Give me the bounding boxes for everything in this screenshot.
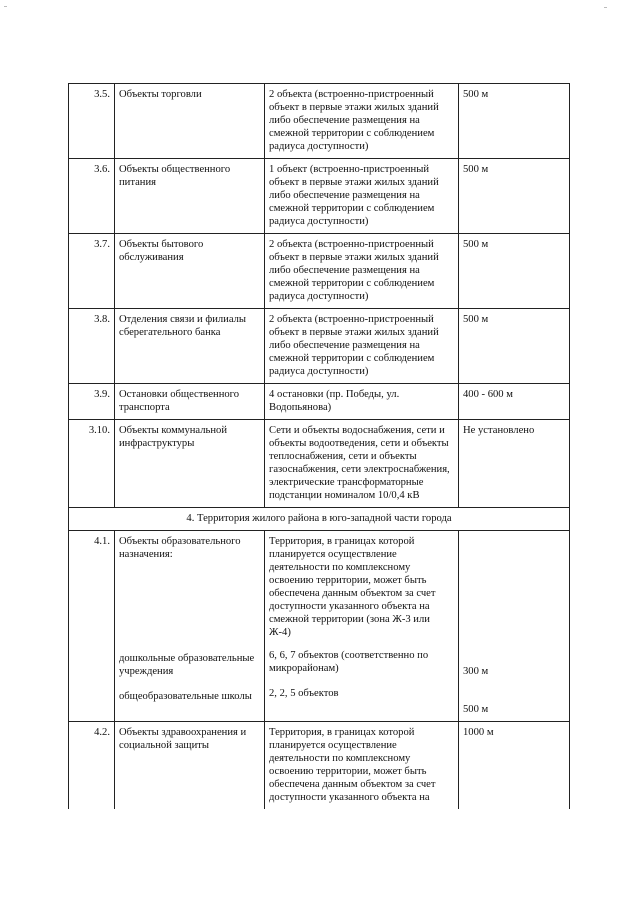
object-name: Объекты торговли	[115, 84, 265, 159]
object-details: 2 объекта (встроенно-пристроенный объект в первые этажи жилых зданий либо обеспечение размещения на смежной территории с соблюдением радиуса доступности)	[265, 234, 459, 309]
object-details: 4 остановки (пр. Победы, ул. Водопьянова)	[265, 384, 459, 420]
object-name: Отделения связи и филиалы сберегательного банка	[115, 309, 265, 384]
object-details: Сети и объекты водоснабжения, сети и объекты водоотведения, сети и объекты теплоснабжения, сети и объекты газоснабжения, сети электроснабжения, электрические трансформаторные подстанции номиналом 10/0,4 кВ	[265, 420, 459, 508]
sub-object-details: 6, 6, 7 объектов (соответственно по микрорайонам)	[269, 650, 429, 674]
spacer	[463, 678, 565, 703]
accessibility-radius: Не установлено	[459, 420, 570, 508]
object-name: Остановки общественного транспорта	[115, 384, 265, 420]
object-name-cell	[115, 531, 265, 722]
object-details-cell	[265, 531, 459, 722]
accessibility-radius: 500 м	[459, 234, 570, 309]
table-row	[69, 722, 570, 810]
section-header-row	[69, 508, 570, 531]
accessibility-radius: 400 - 600 м	[459, 384, 570, 420]
table-row	[69, 384, 570, 420]
row-number: 3.5.	[69, 84, 115, 159]
object-name: Объекты бытового обслуживания	[115, 234, 265, 309]
object-name: Объекты коммунальной инфраструктуры	[115, 420, 265, 508]
table-row	[69, 234, 570, 309]
section-title: 4. Территория жилого района в юго-западной части города	[69, 508, 570, 531]
row-number: 3.8.	[69, 309, 115, 384]
sub-accessibility-radius: 500 м	[463, 704, 489, 715]
spacer	[119, 561, 260, 652]
accessibility-radius: 1000 м	[459, 722, 570, 810]
row-number: 3.6.	[69, 159, 115, 234]
object-details: 1 объект (встроенно-пристроенный объект в первые этажи жилых зданий либо обеспечение размещения на смежной территории с соблюдением радиуса доступности)	[265, 159, 459, 234]
sub-accessibility-radius: 300 м	[463, 666, 489, 677]
facilities-table	[68, 83, 570, 809]
table-row	[69, 159, 570, 234]
table-row	[69, 84, 570, 159]
sub-object-name: общеобразовательные школы	[119, 691, 252, 702]
accessibility-radius-cell	[459, 531, 570, 722]
accessibility-radius: 500 м	[459, 309, 570, 384]
row-number: 3.7.	[69, 234, 115, 309]
row-number: 3.9.	[69, 384, 115, 420]
scan-speck	[4, 6, 7, 7]
spacer	[463, 535, 565, 665]
row-number: 4.1.	[69, 531, 115, 722]
object-details: Территория, в границах которой планируется осуществление деятельности по комплексному освоению территории, может быть обеспечена данным объектом за счет доступности указанного объекта на смежной территории (зона Ж-3 или Ж-4)	[269, 536, 436, 638]
row-number: 4.2.	[69, 722, 115, 810]
object-name: Объекты образовательного назначения:	[119, 536, 241, 560]
table-row	[69, 309, 570, 384]
table-row	[69, 531, 570, 722]
accessibility-radius: 500 м	[459, 159, 570, 234]
object-details: 2 объекта (встроенно-пристроенный объект в первые этажи жилых зданий либо обеспечение размещения на смежной территории с соблюдением радиуса доступности)	[265, 84, 459, 159]
row-number: 3.10.	[69, 420, 115, 508]
object-details: Территория, в границах которой планируется осуществление деятельности по комплексному освоению территории, может быть обеспечена данным объектом за счет доступности указанного объекта на	[265, 722, 459, 810]
accessibility-radius: 500 м	[459, 84, 570, 159]
scan-speck	[604, 7, 607, 8]
table-row	[69, 420, 570, 508]
sub-object-details: 2, 2, 5 объектов	[269, 688, 339, 699]
object-name: Объекты здравоохранения и социальной защиты	[115, 722, 265, 810]
object-details: 2 объекта (встроенно-пристроенный объект в первые этажи жилых зданий либо обеспечение размещения на смежной территории с соблюдением радиуса доступности)	[265, 309, 459, 384]
spacer	[269, 700, 454, 712]
object-name: Объекты общественного питания	[115, 159, 265, 234]
sub-object-name: дошкольные образовательные учреждения	[119, 653, 255, 677]
